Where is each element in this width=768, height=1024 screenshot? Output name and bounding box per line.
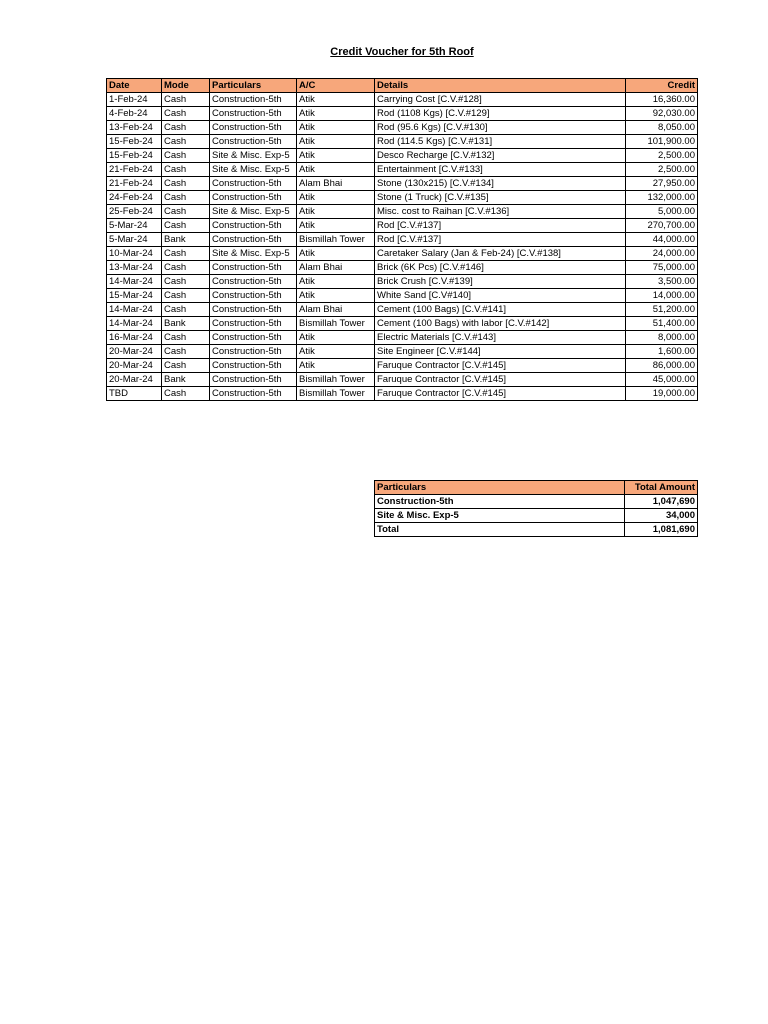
- mode-cell: Cash: [162, 177, 210, 191]
- date-cell: 16-Mar-24: [107, 331, 162, 345]
- date-cell: 24-Feb-24: [107, 191, 162, 205]
- summary-particulars-cell: Site & Misc. Exp-5: [375, 509, 625, 523]
- credit-cell: 44,000.00: [626, 233, 698, 247]
- details-cell: Site Engineer [C.V.#144]: [375, 345, 626, 359]
- credit-cell: 24,000.00: [626, 247, 698, 261]
- account-cell: Atik: [297, 345, 375, 359]
- table-row: [107, 261, 698, 275]
- account-cell: Atik: [297, 289, 375, 303]
- header-mode: Mode: [162, 79, 210, 93]
- credit-voucher-body: [107, 93, 698, 401]
- mode-cell: Cash: [162, 219, 210, 233]
- table-row: [107, 149, 698, 163]
- particulars-cell: Construction-5th: [210, 303, 297, 317]
- table-row: [107, 317, 698, 331]
- credit-cell: 3,500.00: [626, 275, 698, 289]
- details-cell: Caretaker Salary (Jan & Feb-24) [C.V.#138]: [375, 247, 626, 261]
- mode-cell: Bank: [162, 233, 210, 247]
- details-cell: Brick Crush [C.V.#139]: [375, 275, 626, 289]
- account-cell: Atik: [297, 191, 375, 205]
- date-cell: 5-Mar-24: [107, 219, 162, 233]
- account-cell: Atik: [297, 275, 375, 289]
- summary-header-particulars: Particulars: [375, 481, 625, 495]
- particulars-cell: Construction-5th: [210, 275, 297, 289]
- account-cell: Atik: [297, 205, 375, 219]
- credit-cell: 8,050.00: [626, 121, 698, 135]
- account-cell: Alam Bhai: [297, 303, 375, 317]
- account-cell: Atik: [297, 331, 375, 345]
- particulars-cell: Construction-5th: [210, 261, 297, 275]
- table-row: [107, 135, 698, 149]
- table-row: [107, 303, 698, 317]
- mode-cell: Cash: [162, 275, 210, 289]
- particulars-cell: Construction-5th: [210, 177, 297, 191]
- credit-voucher-table: [106, 78, 698, 401]
- details-cell: Rod [C.V.#137]: [375, 219, 626, 233]
- table-row: [107, 387, 698, 401]
- date-cell: 25-Feb-24: [107, 205, 162, 219]
- header-credit: Credit: [626, 79, 698, 93]
- summary-particulars-cell: Construction-5th: [375, 495, 625, 509]
- credit-cell: 27,950.00: [626, 177, 698, 191]
- details-cell: Desco Recharge [C.V.#132]: [375, 149, 626, 163]
- summary-amount-cell: 34,000: [625, 509, 698, 523]
- credit-cell: 86,000.00: [626, 359, 698, 373]
- particulars-cell: Construction-5th: [210, 373, 297, 387]
- credit-cell: 16,360.00: [626, 93, 698, 107]
- particulars-cell: Construction-5th: [210, 135, 297, 149]
- date-cell: 1-Feb-24: [107, 93, 162, 107]
- credit-cell: 51,400.00: [626, 317, 698, 331]
- mode-cell: Bank: [162, 373, 210, 387]
- particulars-cell: Construction-5th: [210, 345, 297, 359]
- credit-cell: 19,000.00: [626, 387, 698, 401]
- mode-cell: Cash: [162, 289, 210, 303]
- date-cell: TBD: [107, 387, 162, 401]
- particulars-cell: Construction-5th: [210, 191, 297, 205]
- particulars-cell: Construction-5th: [210, 289, 297, 303]
- table-row: [107, 233, 698, 247]
- particulars-cell: Construction-5th: [210, 233, 297, 247]
- date-cell: 5-Mar-24: [107, 233, 162, 247]
- table-row: [107, 345, 698, 359]
- mode-cell: Cash: [162, 387, 210, 401]
- mode-cell: Cash: [162, 107, 210, 121]
- mode-cell: Cash: [162, 149, 210, 163]
- particulars-cell: Construction-5th: [210, 387, 297, 401]
- date-cell: 13-Mar-24: [107, 261, 162, 275]
- account-cell: Atik: [297, 219, 375, 233]
- account-cell: Alam Bhai: [297, 177, 375, 191]
- summary-row: [375, 495, 698, 509]
- credit-cell: 75,000.00: [626, 261, 698, 275]
- details-cell: Electric Materials [C.V.#143]: [375, 331, 626, 345]
- table-row: [107, 373, 698, 387]
- mode-cell: Cash: [162, 345, 210, 359]
- credit-cell: 270,700.00: [626, 219, 698, 233]
- account-cell: Atik: [297, 121, 375, 135]
- particulars-cell: Construction-5th: [210, 359, 297, 373]
- mode-cell: Cash: [162, 135, 210, 149]
- header-details: Details: [375, 79, 626, 93]
- date-cell: 20-Mar-24: [107, 373, 162, 387]
- details-cell: Cement (100 Bags) [C.V.#141]: [375, 303, 626, 317]
- summary-table: [374, 480, 698, 537]
- account-cell: Atik: [297, 93, 375, 107]
- credit-cell: 14,000.00: [626, 289, 698, 303]
- account-cell: Alam Bhai: [297, 261, 375, 275]
- table-row: [107, 219, 698, 233]
- particulars-cell: Construction-5th: [210, 121, 297, 135]
- particulars-cell: Site & Misc. Exp-5: [210, 205, 297, 219]
- date-cell: 14-Mar-24: [107, 317, 162, 331]
- summary-header-total-amount: Total Amount: [625, 481, 698, 495]
- account-cell: Atik: [297, 135, 375, 149]
- account-cell: Atik: [297, 107, 375, 121]
- table-header-row: [107, 79, 698, 93]
- mode-cell: Cash: [162, 247, 210, 261]
- summary-body: [375, 495, 698, 537]
- details-cell: Cement (100 Bags) with labor [C.V.#142]: [375, 317, 626, 331]
- table-row: [107, 275, 698, 289]
- mode-cell: Cash: [162, 93, 210, 107]
- account-cell: Bismillah Tower: [297, 233, 375, 247]
- mode-cell: Cash: [162, 163, 210, 177]
- credit-cell: 5,000.00: [626, 205, 698, 219]
- credit-cell: 1,600.00: [626, 345, 698, 359]
- date-cell: 15-Feb-24: [107, 149, 162, 163]
- header-date: Date: [107, 79, 162, 93]
- particulars-cell: Site & Misc. Exp-5: [210, 247, 297, 261]
- account-cell: Bismillah Tower: [297, 317, 375, 331]
- details-cell: Brick (6K Pcs) [C.V.#146]: [375, 261, 626, 275]
- summary-particulars-cell: Total: [375, 523, 625, 537]
- particulars-cell: Construction-5th: [210, 317, 297, 331]
- date-cell: 20-Mar-24: [107, 345, 162, 359]
- details-cell: White Sand [C.V#140]: [375, 289, 626, 303]
- particulars-cell: Construction-5th: [210, 93, 297, 107]
- details-cell: Faruque Contractor [C.V.#145]: [375, 387, 626, 401]
- summary-header-row: [375, 481, 698, 495]
- page-title: Credit Voucher for 5th Roof: [330, 46, 474, 58]
- account-cell: Bismillah Tower: [297, 387, 375, 401]
- date-cell: 15-Feb-24: [107, 135, 162, 149]
- mode-cell: Cash: [162, 261, 210, 275]
- account-cell: Atik: [297, 149, 375, 163]
- credit-cell: 45,000.00: [626, 373, 698, 387]
- details-cell: Stone (130x215) [C.V.#134]: [375, 177, 626, 191]
- account-cell: Atik: [297, 163, 375, 177]
- mode-cell: Cash: [162, 303, 210, 317]
- credit-cell: 8,000.00: [626, 331, 698, 345]
- date-cell: 15-Mar-24: [107, 289, 162, 303]
- summary-amount-cell: 1,047,690: [625, 495, 698, 509]
- account-cell: Atik: [297, 247, 375, 261]
- details-cell: Faruque Contractor [C.V.#145]: [375, 359, 626, 373]
- summary-row: [375, 509, 698, 523]
- header-particulars: Particulars: [210, 79, 297, 93]
- mode-cell: Bank: [162, 317, 210, 331]
- credit-cell: 132,000.00: [626, 191, 698, 205]
- summary-amount-cell: 1,081,690: [625, 523, 698, 537]
- particulars-cell: Construction-5th: [210, 331, 297, 345]
- mode-cell: Cash: [162, 331, 210, 345]
- table-row: [107, 107, 698, 121]
- date-cell: 10-Mar-24: [107, 247, 162, 261]
- details-cell: Rod (95.6 Kgs) [C.V.#130]: [375, 121, 626, 135]
- table-row: [107, 247, 698, 261]
- table-row: [107, 191, 698, 205]
- table-row: [107, 289, 698, 303]
- details-cell: Misc. cost to Raihan [C.V.#136]: [375, 205, 626, 219]
- table-row: [107, 331, 698, 345]
- details-cell: Carrying Cost [C.V.#128]: [375, 93, 626, 107]
- credit-cell: 92,030.00: [626, 107, 698, 121]
- details-cell: Rod (1108 Kgs) [C.V.#129]: [375, 107, 626, 121]
- date-cell: 21-Feb-24: [107, 163, 162, 177]
- date-cell: 20-Mar-24: [107, 359, 162, 373]
- mode-cell: Cash: [162, 121, 210, 135]
- mode-cell: Cash: [162, 205, 210, 219]
- details-cell: Rod [C.V.#137]: [375, 233, 626, 247]
- table-row: [107, 93, 698, 107]
- date-cell: 14-Mar-24: [107, 303, 162, 317]
- credit-cell: 101,900.00: [626, 135, 698, 149]
- date-cell: 14-Mar-24: [107, 275, 162, 289]
- credit-cell: 2,500.00: [626, 163, 698, 177]
- particulars-cell: Site & Misc. Exp-5: [210, 163, 297, 177]
- table-row: [107, 205, 698, 219]
- table-row: [107, 177, 698, 191]
- particulars-cell: Site & Misc. Exp-5: [210, 149, 297, 163]
- account-cell: Atik: [297, 359, 375, 373]
- table-row: [107, 163, 698, 177]
- summary-row: [375, 523, 698, 537]
- details-cell: Rod (114.5 Kgs) [C.V.#131]: [375, 135, 626, 149]
- date-cell: 21-Feb-24: [107, 177, 162, 191]
- date-cell: 4-Feb-24: [107, 107, 162, 121]
- mode-cell: Cash: [162, 191, 210, 205]
- details-cell: Stone (1 Truck) [C.V.#135]: [375, 191, 626, 205]
- details-cell: Faruque Contractor [C.V.#145]: [375, 373, 626, 387]
- date-cell: 13-Feb-24: [107, 121, 162, 135]
- account-cell: Bismillah Tower: [297, 373, 375, 387]
- header-account: A/C: [297, 79, 375, 93]
- particulars-cell: Construction-5th: [210, 219, 297, 233]
- mode-cell: Cash: [162, 359, 210, 373]
- credit-cell: 51,200.00: [626, 303, 698, 317]
- details-cell: Entertainment [C.V.#133]: [375, 163, 626, 177]
- particulars-cell: Construction-5th: [210, 107, 297, 121]
- credit-cell: 2,500.00: [626, 149, 698, 163]
- table-row: [107, 121, 698, 135]
- table-row: [107, 359, 698, 373]
